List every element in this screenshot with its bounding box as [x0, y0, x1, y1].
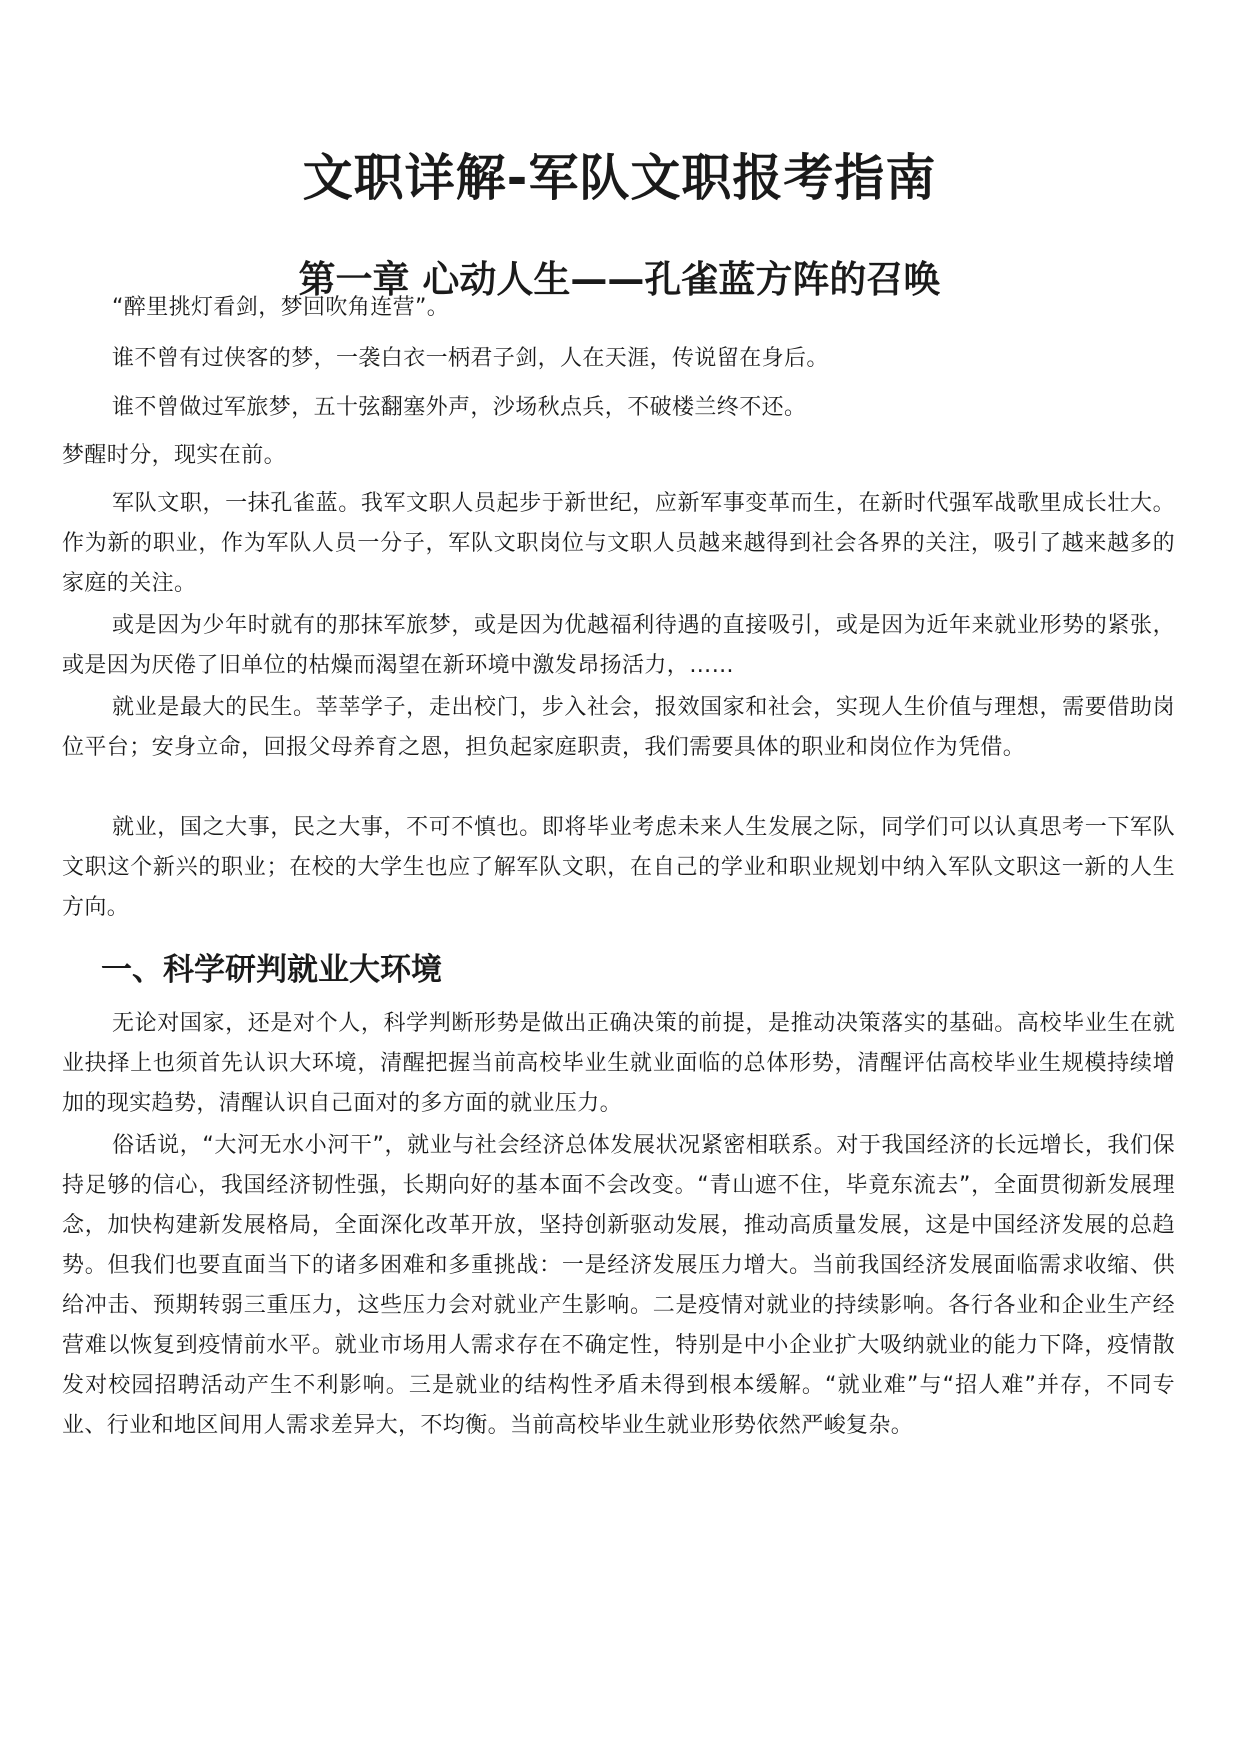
paragraph-knight-dream: 谁不曾有过侠客的梦，一袭白衣一柄君子剑，人在天涯，传说留在身后。: [112, 346, 829, 371]
paragraph-military-dream: 谁不曾做过军旅梦，五十弦翻塞外声，沙场秋点兵，不破楼兰终不还。: [112, 395, 807, 420]
document-title: 文职详解-军队文职报考指南: [302, 149, 937, 207]
paragraph-poem-quote: “醉里挑灯看剑，梦回吹角连营”。: [112, 295, 450, 320]
chapter-title: 第一章 心动人生——孔雀蓝方阵的召唤: [298, 258, 941, 301]
paragraph-employment-livelihood: 就业是最大的民生。莘莘学子，走出校门，步入社会，报效国家和社会，实现人生价值与理想，需要借助岗位平台；安身立命，回报父母养育之恩，担负起家庭职责，我们需要具体的职业和岗位作为凭借。: [62, 695, 1175, 760]
paragraph-wake-up: 梦醒时分，现实在前。: [62, 443, 287, 468]
paragraph-economic-situation: 俗话说，“大河无水小河干”，就业与社会经济总体发展状况紧密相联系。对于我国经济的长远增长，我们保持足够的信心，我国经济韧性强，长期向好的基本面不会改变。“青山遮不住，毕竟东流去”，全面贯彻新发展理念，加快构建新发展格局，全面深化改革开放，坚持创新驱动发展，推动高质量发展，这是中国经济发展的总趋势。但我们也要直面当下的诸多困难和多重挑战：一是经济发展压力增大。当前我国经济发展面临需求收缩、供给冲击、预期转弱三重压力，这些压力会对就业产生影响。二是疫情对就业的持续影响。各行各业和企业生产经营难以恢复到疫情前水平。就业市场用人需求存在不确定性，特别是中小企业扩大吸纳就业的能力下降，疫情散发对校园招聘活动产生不利影响。三是就业的结构性矛盾未得到根本缓解。“就业难”与“招人难”并存，不同专业、行业和地区间用人需求差异大，不均衡。当前高校毕业生就业形势依然严峻复杂。: [62, 1133, 1175, 1438]
paragraph-employment-matters: 就业，国之大事，民之大事，不可不慎也。即将毕业考虑未来人生发展之际，同学们可以认真思考一下军队文职这个新兴的职业；在校的大学生也应了解军队文职，在自己的学业和职业规划中纳入军队文职这一新的人生方向。: [62, 815, 1175, 920]
paragraph-peacock-blue: 军队文职，一抹孔雀蓝。我军文职人员起步于新世纪，应新军事变革而生，在新时代强军战歌里成长壮大。作为新的职业，作为军队人员一分子，军队文职岗位与文职人员越来越得到社会各界的关注，吸引了越来越多的家庭的关注。: [62, 491, 1175, 596]
paragraph-scientific-judgement: 无论对国家，还是对个人，科学判断形势是做出正确决策的前提，是推动决策落实的基础。高校毕业生在就业抉择上也须首先认识大环境，清醒把握当前高校毕业生就业面临的总体形势，清醒评估高校毕业生规模持续增加的现实趋势，清醒认识自己面对的多方面的就业压力。: [62, 1011, 1175, 1116]
section-heading-employment-environment: 一、科学研判就业大环境: [101, 952, 442, 988]
paragraph-reasons: 或是因为少年时就有的那抹军旅梦，或是因为优越福利待遇的直接吸引，或是因为近年来就业形势的紧张，或是因为厌倦了旧单位的枯燥而渴望在新环境中激发昂扬活力，……: [62, 613, 1175, 678]
